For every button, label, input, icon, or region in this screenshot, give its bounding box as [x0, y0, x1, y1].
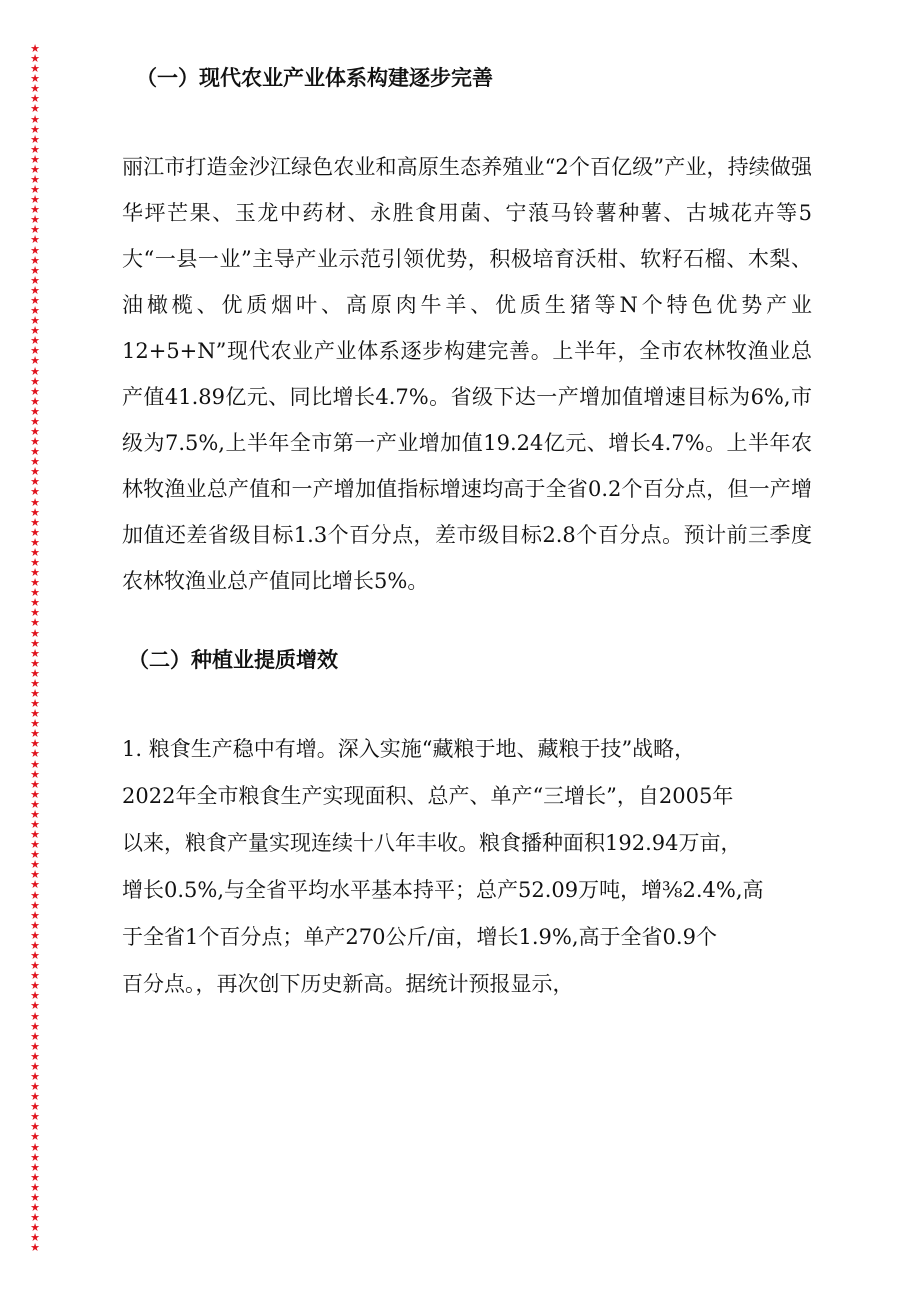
star-icon: ★ — [30, 223, 40, 237]
star-icon: ★ — [30, 213, 40, 227]
star-icon: ★ — [30, 606, 40, 620]
star-icon: ★ — [30, 1200, 40, 1214]
star-icon: ★ — [30, 132, 40, 146]
star-icon: ★ — [30, 757, 40, 771]
star-icon: ★ — [30, 576, 40, 590]
star-icon: ★ — [30, 1241, 40, 1254]
star-icon: ★ — [30, 1231, 40, 1245]
star-icon: ★ — [30, 656, 40, 670]
star-icon: ★ — [30, 1110, 40, 1124]
star-icon: ★ — [30, 162, 40, 176]
star-icon: ★ — [30, 72, 40, 86]
star-icon: ★ — [30, 455, 40, 469]
star-icon: ★ — [30, 999, 40, 1013]
section-paragraph-2 — [122, 726, 812, 1008]
star-icon: ★ — [30, 475, 40, 489]
star-icon: ★ — [30, 797, 40, 811]
star-icon: ★ — [30, 858, 40, 872]
star-icon: ★ — [30, 969, 40, 983]
star-icon: ★ — [30, 717, 40, 731]
star-icon: ★ — [30, 1180, 40, 1194]
star-icon: ★ — [30, 1059, 40, 1073]
star-icon: ★ — [30, 203, 40, 217]
star-icon: ★ — [30, 283, 40, 297]
star-icon: ★ — [30, 1090, 40, 1104]
star-icon: ★ — [30, 304, 40, 318]
star-icon: ★ — [30, 777, 40, 791]
star-icon: ★ — [30, 1140, 40, 1154]
star-icon: ★ — [30, 697, 40, 711]
star-icon: ★ — [30, 747, 40, 761]
star-icon: ★ — [30, 92, 40, 106]
star-icon: ★ — [30, 838, 40, 852]
star-icon: ★ — [30, 908, 40, 922]
star-icon: ★ — [30, 173, 40, 187]
star-icon: ★ — [30, 183, 40, 197]
star-icon: ★ — [30, 263, 40, 277]
star-icon: ★ — [30, 566, 40, 580]
star-icon: ★ — [30, 102, 40, 116]
star-icon: ★ — [30, 1029, 40, 1043]
star-icon: ★ — [30, 687, 40, 700]
star-icon: ★ — [30, 122, 40, 136]
star-icon: ★ — [30, 636, 40, 650]
star-icon: ★ — [30, 465, 40, 479]
star-icon: ★ — [30, 596, 40, 610]
star-icon: ★ — [30, 44, 40, 55]
star-icon: ★ — [30, 1019, 40, 1033]
paragraph-line: 于全省1个百分点；单产270公斤/亩，增长1.9%,高于全省0.9个 — [122, 925, 717, 949]
star-icon: ★ — [30, 878, 40, 892]
star-icon: ★ — [30, 1009, 40, 1023]
star-icon: ★ — [30, 989, 40, 1003]
star-icon: ★ — [30, 273, 40, 287]
star-icon: ★ — [30, 818, 40, 832]
paragraph-line: 百分点。，再次创下历史新高。据统计预报显示， — [122, 972, 574, 996]
star-icon: ★ — [30, 253, 40, 267]
star-icon: ★ — [30, 293, 40, 307]
star-icon: ★ — [30, 62, 40, 76]
star-icon: ★ — [30, 233, 40, 247]
star-icon: ★ — [30, 1150, 40, 1164]
star-icon: ★ — [30, 767, 40, 781]
star-icon: ★ — [30, 1211, 40, 1225]
paragraph-line: 2022年全市粮食生产实现面积、总产、单产“三增长”，自2005年 — [122, 784, 734, 808]
section-heading-1: （一）现代农业产业体系构建逐步完善 — [136, 65, 493, 90]
paragraph-line: 1. 粮食生产稳中有增。深入实施“藏粮于地、藏粮于技”战略， — [122, 737, 696, 761]
star-icon: ★ — [30, 414, 40, 428]
star-icon: ★ — [30, 1130, 40, 1144]
star-icon: ★ — [30, 505, 40, 519]
star-icon: ★ — [30, 485, 40, 499]
star-icon: ★ — [30, 807, 40, 821]
star-icon: ★ — [30, 616, 40, 630]
star-icon: ★ — [30, 646, 40, 660]
star-icon: ★ — [30, 374, 40, 388]
star-icon: ★ — [30, 535, 40, 549]
star-icon: ★ — [30, 928, 40, 942]
star-icon: ★ — [30, 52, 40, 66]
star-icon: ★ — [30, 525, 40, 539]
paragraph-line: 增长0.5%,与全省平均水平基本持平；总产52.09万吨，增⅜2.4%,高 — [122, 878, 764, 902]
star-icon: ★ — [30, 112, 40, 126]
star-icon: ★ — [30, 545, 40, 559]
star-icon: ★ — [30, 949, 40, 963]
star-icon: ★ — [30, 344, 40, 358]
star-icon: ★ — [30, 586, 40, 600]
star-icon: ★ — [30, 424, 40, 438]
star-icon: ★ — [30, 707, 40, 721]
star-icon: ★ — [30, 676, 40, 690]
star-icon: ★ — [30, 334, 40, 348]
star-icon: ★ — [30, 1170, 40, 1184]
star-icon: ★ — [30, 555, 40, 569]
star-icon: ★ — [30, 364, 40, 378]
star-icon: ★ — [30, 384, 40, 398]
star-icon: ★ — [30, 828, 40, 842]
star-icon: ★ — [30, 495, 40, 509]
star-icon: ★ — [30, 1069, 40, 1083]
star-icon: ★ — [30, 1160, 40, 1174]
star-icon: ★ — [30, 404, 40, 418]
star-icon: ★ — [30, 394, 40, 408]
star-icon: ★ — [30, 626, 40, 640]
star-icon: ★ — [30, 737, 40, 751]
star-icon: ★ — [30, 979, 40, 993]
star-border — [28, 44, 42, 1254]
star-icon: ★ — [30, 898, 40, 912]
star-icon: ★ — [30, 324, 40, 338]
star-icon: ★ — [30, 1190, 40, 1204]
paragraph-line: 以来，粮食产量实现连续十八年丰收。粮食播种面积192.94万亩， — [122, 831, 742, 855]
star-icon: ★ — [30, 938, 40, 952]
star-icon: ★ — [30, 868, 40, 882]
star-icon: ★ — [30, 1120, 40, 1134]
star-icon: ★ — [30, 1100, 40, 1114]
star-icon: ★ — [30, 1039, 40, 1053]
star-icon: ★ — [30, 82, 40, 96]
star-icon: ★ — [30, 142, 40, 156]
star-icon: ★ — [30, 848, 40, 862]
star-icon: ★ — [30, 1080, 40, 1094]
section-heading-2: （二）种植业提质增效 — [128, 647, 338, 672]
star-icon: ★ — [30, 727, 40, 741]
star-icon: ★ — [30, 243, 40, 257]
star-icon: ★ — [30, 918, 40, 932]
star-icon: ★ — [30, 1049, 40, 1063]
star-icon: ★ — [30, 354, 40, 368]
star-icon: ★ — [30, 314, 40, 328]
star-icon: ★ — [30, 515, 40, 529]
star-icon: ★ — [30, 888, 40, 902]
star-icon: ★ — [30, 1221, 40, 1235]
section-paragraph-1: 丽江市打造金沙江绿色农业和高原生态养殖业“2个百亿级”产业，持续做强华坪芒果、玉龙中药材、永胜食用菌、宁蒗马铃薯种薯、古城花卉等5大“一县一业”主导产业示范引领优势，积极培育沃柑、软籽石榴、木梨、油橄榄、优质烟叶、高原肉牛羊、优质生猪等N个特色优势产业12+5+N”现代农业产业体系逐步构建完善。上半年，全市农林牧渔业总产值41.89亿元、同比增长4.7%。省级下达一产增加值增速目标为6%,市级为7.5%,上半年全市第一产业增加值19.24亿元、增长4.7%。上半年农林牧渔业总产值和一产增加值指标增速均高于全省0.2个百分点，但一产增加值还差省级目标1.3个百分点，差市级目标2.8个百分点。预计前三季度农林牧渔业总产值同比增长5%。 — [122, 155, 812, 593]
star-icon: ★ — [30, 666, 40, 680]
star-icon: ★ — [30, 435, 40, 449]
star-icon: ★ — [30, 193, 40, 207]
star-icon: ★ — [30, 959, 40, 973]
star-icon: ★ — [30, 152, 40, 166]
star-icon: ★ — [30, 445, 40, 459]
star-icon: ★ — [30, 787, 40, 801]
